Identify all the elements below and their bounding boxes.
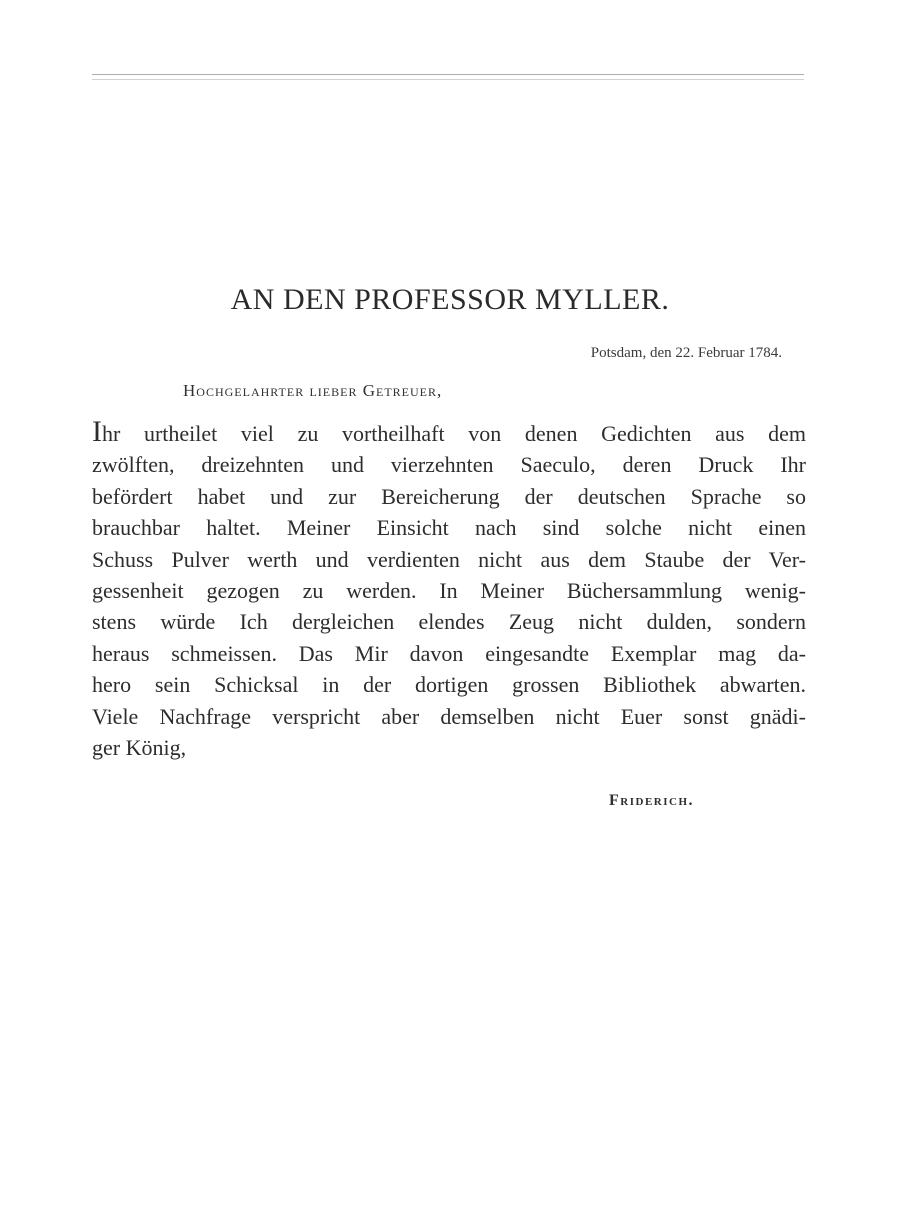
drop-initial: I [92,415,102,448]
top-rule [92,74,804,80]
body-line: stens würde Ich dergleichen elendes Zeug nicht dulden, sondern [92,609,806,635]
body-line: heraus schmeissen. Das Mir davon eingesandte Exemplar mag da- [92,640,806,666]
letter-body [92,415,806,763]
letter-date: Potsdam, den 22. Februar 1784. [590,345,782,361]
body-line: ger König, [92,735,187,761]
body-line: gessenheit gezogen zu werden. In Meiner Büchersammlung wenig- [92,578,806,604]
body-line [92,415,806,449]
body-line: Viele Nachfrage verspricht aber demselben nicht Euer sonst gnädi- [92,703,806,729]
signature: Friderich. [609,792,695,809]
salutation: Hochgelahrter lieber Getreuer, [183,381,443,400]
body-line: brauchbar haltet. Meiner Einsicht nach sind solche nicht einen [92,515,806,541]
letter-title: AN DEN PROFESSOR MYLLER. [230,283,670,316]
body-line: Schuss Pulver werth und verdienten nicht aus dem Staube der Ver- [92,546,806,572]
body-line-text: hr urtheilet viel zu vortheilhaft von denen Gedichten aus dem [102,421,806,446]
body-line: zwölften, dreizehnten und vierzehnten Saeculo, deren Druck Ihr [92,452,806,478]
body-line: befördert habet und zur Bereicherung der deutschen Sprache so [92,483,806,509]
body-line: hero sein Schicksal in der dortigen grossen Bibliothek abwarten. [92,672,806,698]
